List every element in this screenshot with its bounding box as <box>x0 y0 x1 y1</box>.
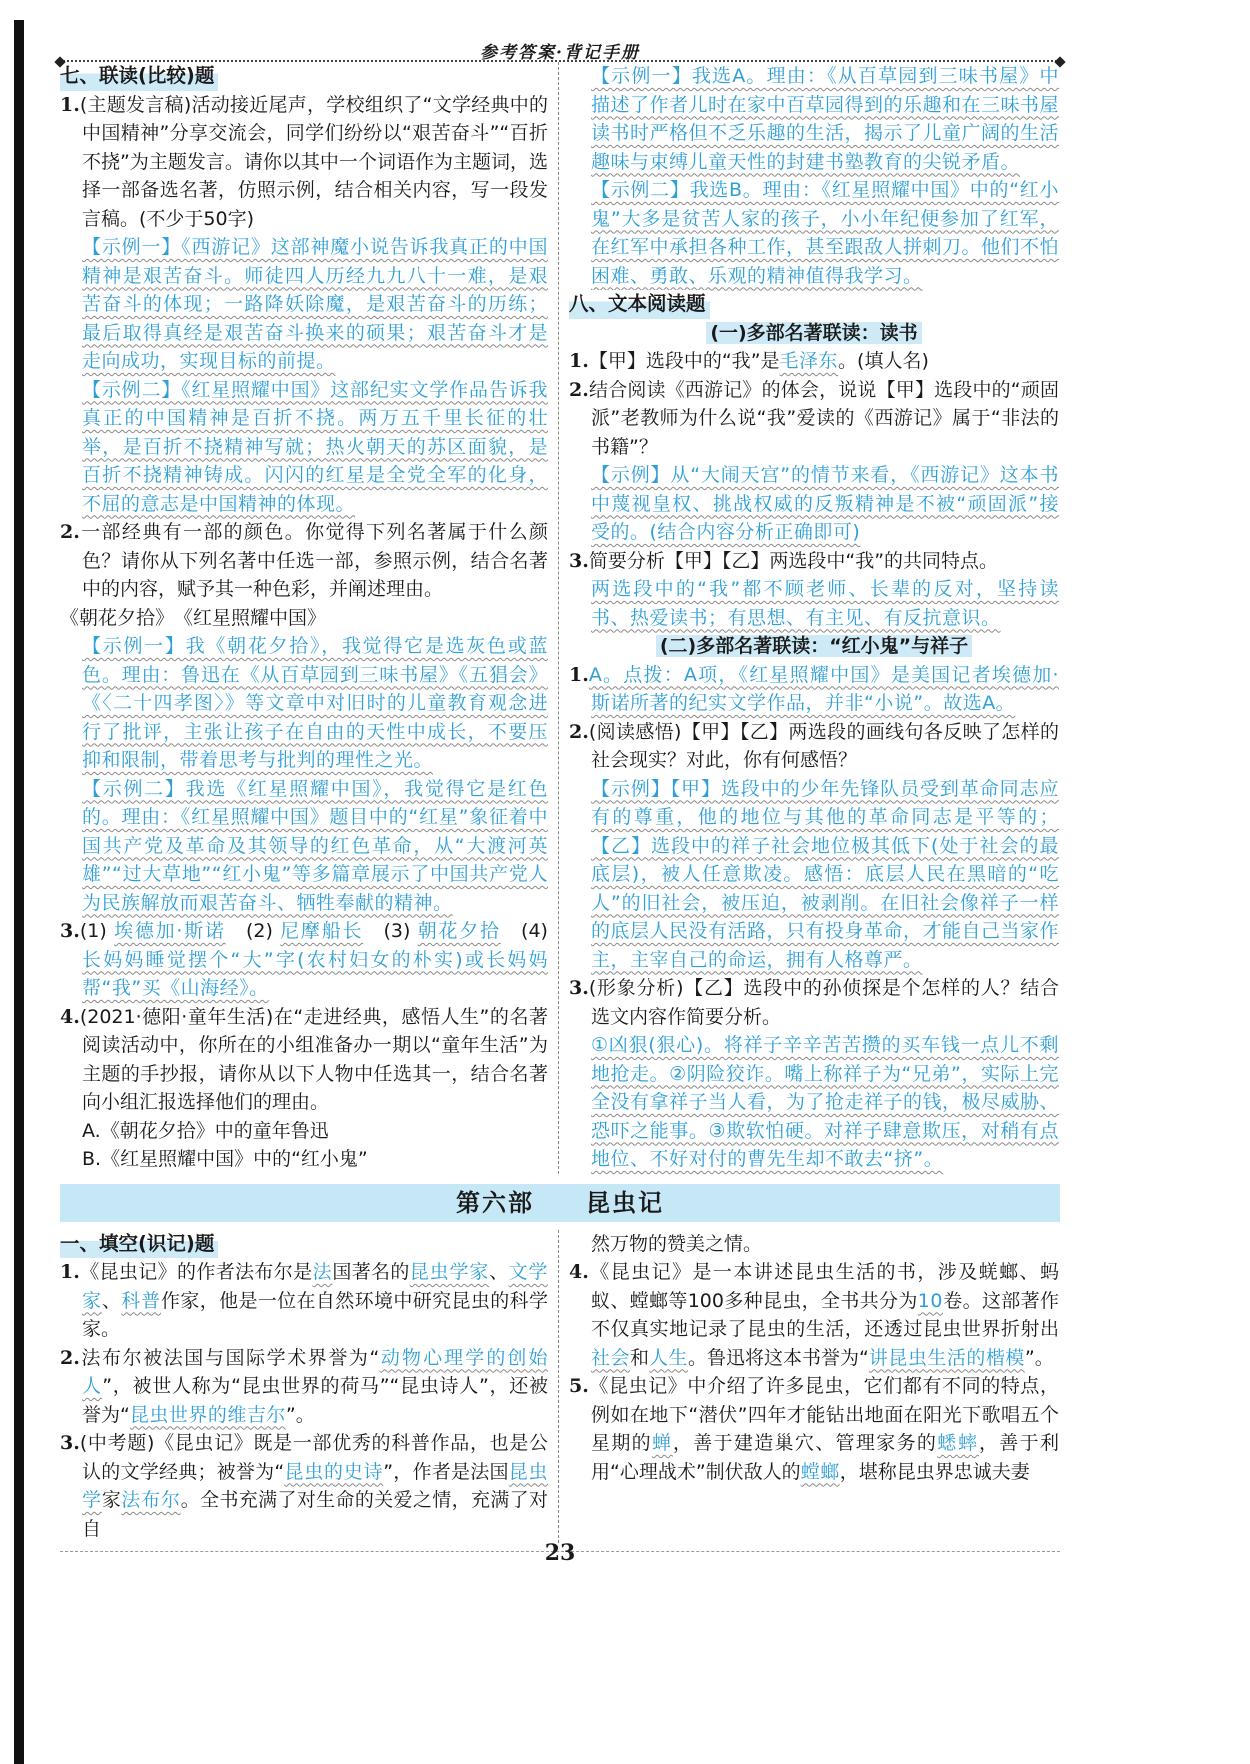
question-text: (1) <box>79 920 115 942</box>
question-text: (中考题)《昆虫记》既是一部优秀的科普作品，也是公认的文学经典；被誉为“ <box>79 1432 548 1483</box>
answer-paragraph <box>60 604 548 633</box>
answer-text: 讲昆虫生活的楷模 <box>868 1346 1025 1369</box>
question-text: 、 <box>101 1289 122 1312</box>
question-item <box>60 917 548 1003</box>
subsection-heading-row <box>569 319 1059 348</box>
question-number: 4. <box>569 1261 589 1283</box>
header-title: 参考答案·背记手册 <box>480 43 640 63</box>
question-text: 和 <box>630 1346 650 1369</box>
answer-text: 蝉 <box>652 1432 673 1454</box>
question-item <box>60 1344 548 1430</box>
question-number: 1. <box>60 1261 80 1283</box>
question-text: 《朝花夕拾》 《红星照耀中国》 <box>60 606 327 629</box>
answer-text: 昆虫世界的维吉尔 <box>129 1403 286 1426</box>
top-left-column <box>60 62 558 1174</box>
banner-part: 第六部 <box>456 1188 534 1217</box>
question-item <box>569 347 1059 376</box>
question-item <box>60 1429 548 1543</box>
question-number: 3. <box>60 920 80 942</box>
answer-text: 法 <box>312 1261 333 1283</box>
answer-paragraph <box>60 1145 548 1174</box>
answer-text: 【示例一】《西游记》这部神魔小说告诉我真正的中国精神是艰苦奋斗。师徒四人历经九九八十一难，是艰苦奋斗的体现；一路降妖除魔，是艰苦奋斗的历练；最后取得真经是艰苦奋斗换来的硕果；艰苦奋斗才是走向成功，实现目标的前提。 <box>82 236 548 372</box>
answer-text: 法布尔 <box>121 1489 181 1511</box>
answer-text: 【示例】【甲】选段中的少年先锋队员受到革命同志应有的尊重，他的地位与其他的革命同志是平等的；【乙】选段中的祥子社会地位极其低下(处于社会的最底层)，被人任意欺凌。感悟：底层人民在黑暗的“吃人”的旧社会，被压迫，被剥削。在旧社会像祥子一样的底层人民没有活路，只有投身革命，才能自己当家作主，主宰自己的命运，拥有人格尊严。 <box>591 777 1060 971</box>
question-number: 1. <box>569 663 589 686</box>
answer-text: 【示例二】我选B。理由：《红星照耀中国》中的“红小鬼”大多是贫苦人家的孩子，小小年纪便参加了红军，在红军中承担各种工作，甚至跟敌人拼刺刀。他们不怕困难、勇敢、乐观的精神值得我学习。 <box>591 179 1060 287</box>
bottom-left-column <box>60 1230 558 1544</box>
question-text: (3) <box>363 920 418 942</box>
question-text: ，堪称昆虫界忠诚夫妻 <box>839 1460 1030 1483</box>
question-text: (2) <box>225 920 281 942</box>
subsection-heading: (一)多部名著联读：读书 <box>706 322 921 344</box>
answer-paragraph <box>60 1117 548 1146</box>
answer-text: 朝花夕拾 <box>417 920 501 942</box>
subsection-heading: (二)多部名著联读：“红小鬼”与祥子 <box>656 635 972 657</box>
question-text: 卷。这部著作不仅真实地记录了昆虫的生活，还透过昆虫世界折射出 <box>591 1289 1059 1340</box>
bottom-right-column <box>558 1230 1059 1544</box>
question-number: 1. <box>60 93 80 116</box>
page <box>60 0 1060 1582</box>
question-item <box>569 1258 1059 1372</box>
question-number: 4. <box>60 1005 80 1028</box>
question-text: (2021·德阳·童年生活)在“走进经典，感悟人生”的名著阅读活动中，你所在的小组准备办一期以“童年生活”为主题的手抄报，请你从以下人物中任选其一，结合名著向小组汇报选择他们的理由。 <box>79 1005 548 1113</box>
question-item <box>60 518 548 604</box>
question-text: 《昆虫记》中介绍了许多昆虫，它们都有不同的特点，例如在地下“潜伏”四年才能钻出地面在阳光下歌唱五个星期的 <box>588 1375 1059 1454</box>
question-text: 然万物的赞美之情。 <box>591 1232 763 1255</box>
page-footer <box>60 1540 1060 1582</box>
answer-text: 【示例】从“大闹天宫”的情节来看，《西游记》这本书中蔑视皇权、挑战权威的反叛精神是不被“顽固派”接受的。(结合内容分析正确即可) <box>591 464 1059 543</box>
question-text: (4) <box>500 920 548 942</box>
question-text: (形象分析)【乙】选段中的孙侦探是个怎样的人？结合选文内容作简要分析。 <box>588 977 1059 1028</box>
question-number: 1. <box>569 350 589 372</box>
answer-paragraph <box>569 62 1059 176</box>
question-number: 2. <box>569 720 589 743</box>
question-text: 作家，他是一位在自然环境中研究昆虫的科学家。 <box>82 1289 548 1340</box>
question-number: 2. <box>569 378 589 401</box>
page-header <box>60 38 1060 62</box>
question-text: ”，被世人称为“昆虫世界的荷马”“昆虫诗人”，还被誉为“ <box>82 1375 548 1426</box>
question-text: (主题发言稿)活动接近尾声，学校组织了“文学经典中的中国精神”分享交流会，同学们纷纷以“艰苦奋斗”“百折不挠”为主题发言。请你以其中一个词语作为主题词，选择一部备选名著，仿照示例，结合相关内容，写一段发言稿。(不少于50字) <box>79 93 548 230</box>
question-number: 2. <box>60 1346 80 1369</box>
section-heading: 一、填空(识记)题 <box>60 1230 218 1259</box>
answer-text: 螳螂 <box>800 1460 840 1483</box>
question-number: 5. <box>569 1375 589 1397</box>
question-text: 《昆虫记》的作者法布尔是 <box>79 1261 313 1283</box>
answer-text: 10 <box>917 1289 943 1312</box>
answer-text: 文学家 <box>82 1261 548 1312</box>
answer-text: 尼摩船长 <box>280 920 364 942</box>
answer-text: 人生 <box>649 1346 689 1369</box>
question-text: 。全书充满了对生命的关爱之情，充满了对自 <box>82 1489 548 1540</box>
section-heading: 八、文本阅读题 <box>569 290 710 319</box>
question-text: ”。 <box>1024 1346 1054 1369</box>
question-text: B.《红星照耀中国》中的“红小鬼” <box>82 1148 368 1170</box>
answer-text: 昆虫的史诗 <box>284 1460 384 1483</box>
question-item <box>60 1003 548 1117</box>
question-item <box>569 1372 1059 1486</box>
question-text: ，善于建造巢穴、管理家务的 <box>672 1432 938 1454</box>
answer-paragraph <box>60 233 548 376</box>
answer-paragraph <box>60 775 548 918</box>
answer-text: 科普 <box>121 1289 161 1312</box>
question-text: 。鲁迅将这本书誉为“ <box>688 1346 869 1369</box>
question-item <box>569 661 1059 718</box>
answer-paragraph <box>569 176 1059 290</box>
section-banner <box>60 1184 1060 1222</box>
answer-text: 长妈妈睡觉摆个“大”字(农村妇女的朴实)或长妈妈帮“我”买《山海经》。 <box>82 948 548 999</box>
page-number: 23 <box>544 1540 576 1566</box>
question-item <box>60 91 548 234</box>
question-text: ”，作者是法国 <box>383 1460 509 1483</box>
answer-text: 社会 <box>591 1346 631 1369</box>
answer-text: 毛泽东 <box>779 350 839 372</box>
question-text: ”。 <box>285 1403 315 1426</box>
question-text: 《昆虫记》是一本讲述昆虫生活的书，涉及蜣螂、蚂蚁、螳螂等100多种昆虫，全书共分为 <box>588 1261 1059 1312</box>
answer-paragraph <box>60 632 548 775</box>
question-text: 法布尔被法国与国际学术界誉为“ <box>79 1346 380 1369</box>
answer-paragraph <box>60 376 548 519</box>
question-text: 家 <box>101 1489 122 1511</box>
question-text: 国著名的 <box>332 1261 410 1283</box>
question-item <box>569 718 1059 775</box>
question-text: A.《朝花夕拾》中的童年鲁迅 <box>82 1119 329 1142</box>
answer-text: 【示例一】我选A。理由：《从百草园到三味书屋》中描述了作者儿时在家中百草园得到的乐趣和在三味书屋读书时严格但不乏乐趣的生活，揭示了儿童广阔的生活趣味与束缚儿童天性的封建书塾教育的尖锐矛盾。 <box>591 65 1060 173</box>
answer-text: 昆虫学家 <box>409 1261 490 1283</box>
question-text: ，善于利用“心理战术”制伏敌人的 <box>591 1432 1059 1483</box>
question-text: 【甲】选段中的“我”是 <box>588 350 780 372</box>
question-item <box>569 547 1059 576</box>
section-heading: 七、联读(比较)题 <box>60 62 218 91</box>
top-right-column <box>558 62 1059 1174</box>
question-text: 结合阅读《西游记》的体会，说说【甲】选段中的“顽固派”老教师为什么说“我”爱读的《西游记》属于“非法的书籍”？ <box>588 378 1059 458</box>
question-item <box>60 1258 548 1344</box>
answer-paragraph <box>569 775 1059 975</box>
question-text: 简要分析【甲】【乙】两选段中“我”的共同特点。 <box>588 549 999 572</box>
answer-text: 【示例二】《红星照耀中国》这部纪实文学作品告诉我真正的中国精神是百折不挠。两万五千里长征的壮举，是百折不挠精神写就；热火朝天的苏区面貌，是百折不挠精神铸成。闪闪的红星是全党全军的化身，不屈的意志是中国精神的体现。 <box>82 378 548 515</box>
question-item <box>569 974 1059 1031</box>
question-text: 、 <box>489 1261 509 1283</box>
section-heading-row <box>60 62 548 91</box>
answer-paragraph <box>569 1031 1059 1174</box>
section-heading-row <box>569 290 1059 319</box>
answer-text: 【示例二】我选《红星照耀中国》，我觉得它是红色的。理由：《红星照耀中国》题目中的“红星”象征着中国共产党及革命及其领导的红色革命，从“大渡河英雄”“过大草地”“红小鬼”等多篇章展示了中国共产党人为民族解放而艰苦奋斗、牺牲奉献的精神。 <box>82 777 548 914</box>
answer-text: 两选段中的“我”都不顾老师、长辈的反对，坚持读书、热爱读书；有思想、有主见、有反抗意识。 <box>591 578 1059 629</box>
bottom-section <box>60 1230 1060 1544</box>
section-heading-row <box>60 1230 548 1259</box>
answer-text: A。点拨：A项，《红星照耀中国》是美国记者埃德加·斯诺所著的纪实文学作品，并非“小说”。故选A。 <box>588 663 1059 714</box>
answer-paragraph <box>569 575 1059 632</box>
banner-title: 昆虫记 <box>586 1188 664 1217</box>
question-text: (阅读感悟)【甲】【乙】两选段的画线句各反映了怎样的社会现实？对此，你有何感悟？ <box>588 720 1059 771</box>
scan-edge <box>14 20 24 1764</box>
answer-text: 蟋蟀 <box>937 1432 979 1454</box>
question-item <box>569 376 1059 462</box>
question-text: 。(填人名) <box>838 350 929 372</box>
answer-text: 埃德加·斯诺 <box>114 920 226 942</box>
answer-paragraph <box>569 1230 1059 1259</box>
subsection-heading-row <box>569 632 1059 661</box>
top-section <box>60 62 1060 1174</box>
answer-text: 昆虫学 <box>82 1460 548 1511</box>
question-number: 3. <box>569 549 589 572</box>
answer-text: ①凶狠(狠心)。将祥子辛辛苦苦攒的买车钱一点儿不剩地抢走。②阴险狡诈。嘴上称祥子为“兄弟”，实际上完全没有拿祥子当人看，为了抢走祥子的钱，极尽威胁、恐吓之能事。③欺软怕硬。对祥子肆意欺压，对稍有点地位、不好对付的曹先生却不敢去“挤”。 <box>591 1034 1060 1170</box>
question-number: 3. <box>60 1432 80 1454</box>
answer-paragraph <box>569 461 1059 547</box>
question-text: 一部经典有一部的颜色。你觉得下列名著属于什么颜色？请你从下列名著中任选一部，参照示例，结合名著中的内容，赋予其一种色彩，并阐述理由。 <box>79 521 548 600</box>
answer-text: 动物心理学的创始人 <box>82 1346 548 1397</box>
question-number: 2. <box>60 521 80 543</box>
answer-text: 【示例一】我《朝花夕拾》，我觉得它是选灰色或蓝色。理由：鲁迅在《从百草园到三味书屋》《五猖会》《〈二十四孝图〉》等文章中对旧时的儿童教育观念进行了批评，主张让孩子在自由的天性中成长，不要压抑和限制，带着思考与批判的理性之光。 <box>82 635 548 771</box>
question-number: 3. <box>569 977 589 999</box>
